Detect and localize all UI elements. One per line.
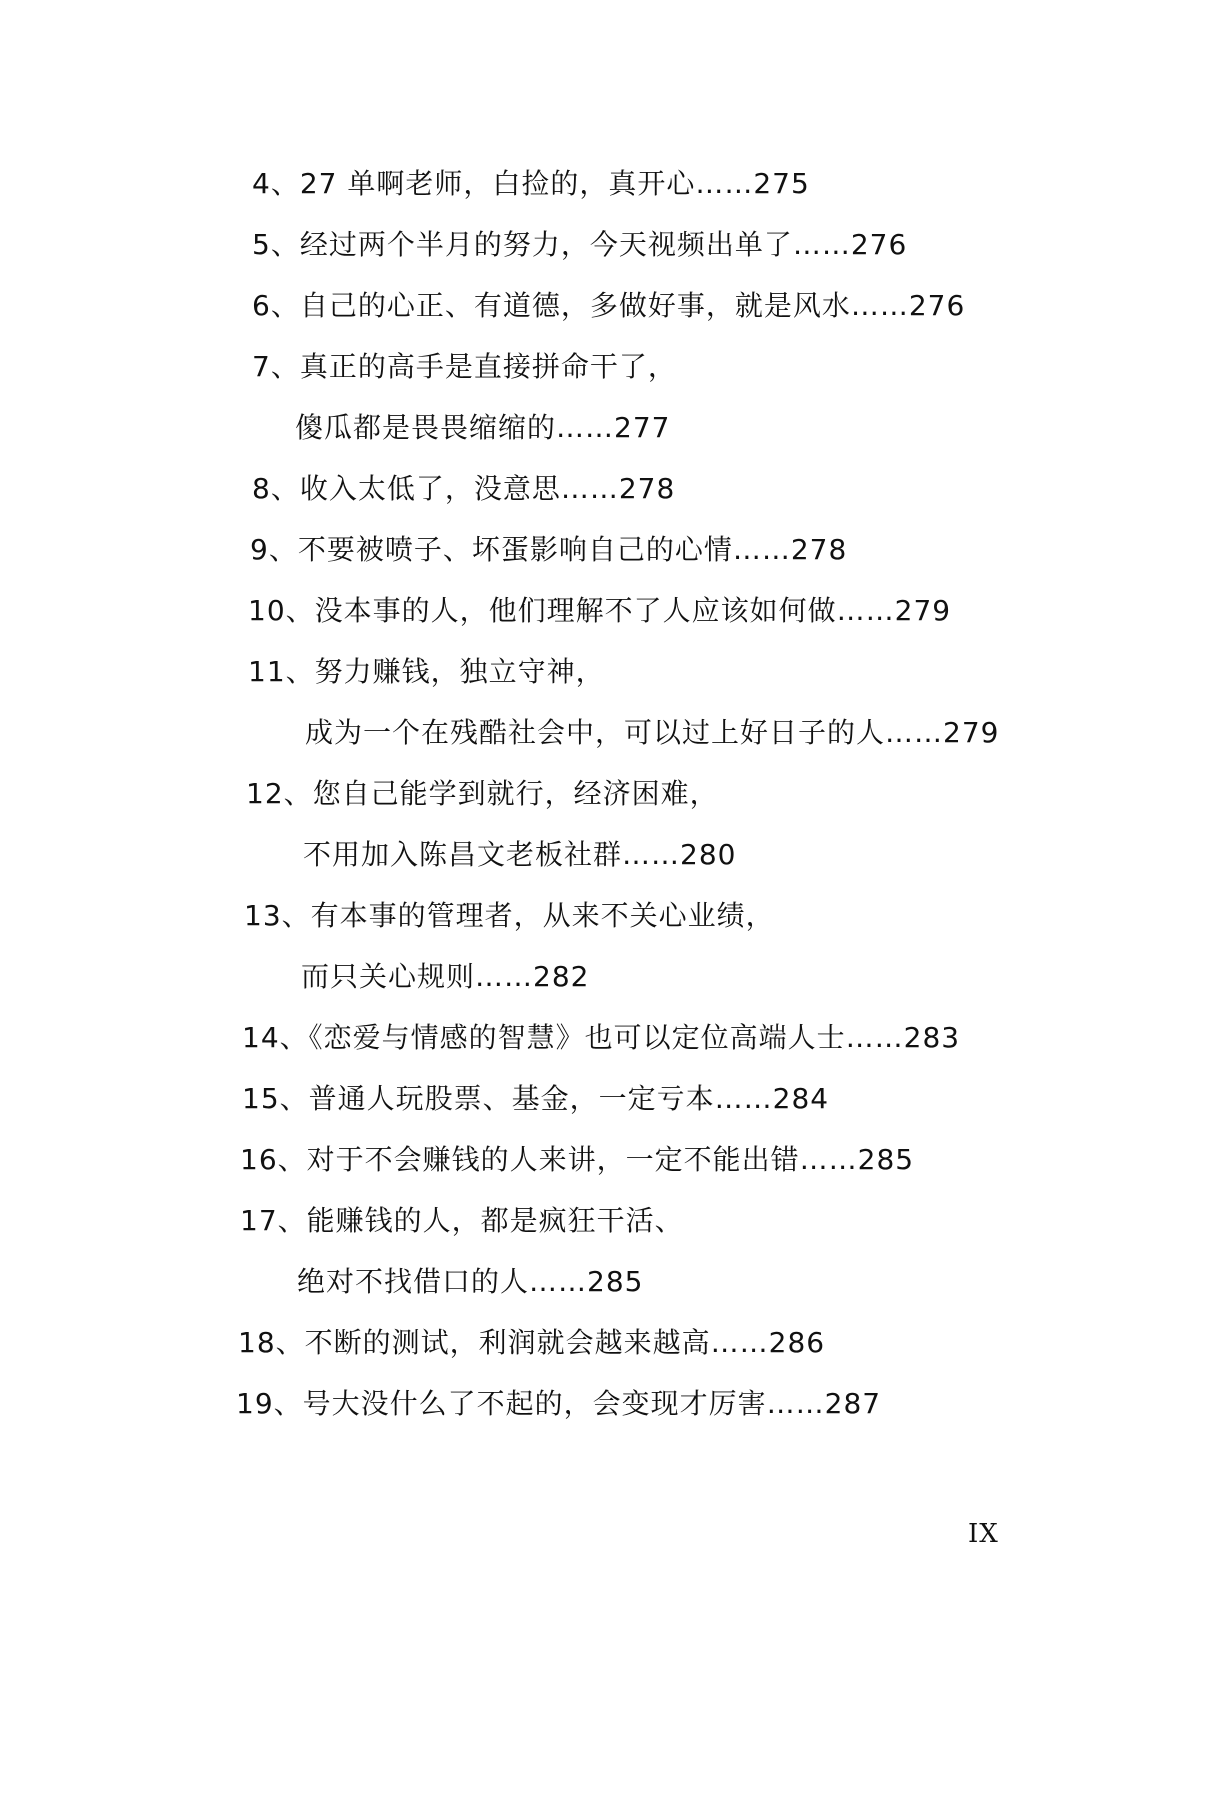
page-number: IX	[968, 1519, 999, 1549]
toc-entry-12-continuation: 不用加入陈昌文老板社群……280	[303, 838, 737, 871]
toc-entry-4: 4、27 单啊老师，白捡的，真开心……275	[252, 167, 810, 200]
toc-entry-7: 7、真正的高手是直接拼命干了，	[252, 350, 677, 383]
toc-entry-11: 11、努力赚钱，独立守神，	[248, 655, 605, 688]
toc-entry-11-continuation: 成为一个在残酷社会中，可以过上好日子的人……279	[305, 716, 1000, 749]
toc-entry-17-continuation: 绝对不找借口的人……285	[297, 1265, 644, 1298]
toc-entry-5: 5、经过两个半月的努力，今天视频出单了……276	[252, 228, 908, 261]
toc-entry-13-continuation: 而只关心规则……282	[301, 960, 590, 993]
toc-entry-6: 6、自己的心正、有道德，多做好事，就是风水……276	[252, 289, 966, 322]
toc-entry-10: 10、没本事的人，他们理解不了人应该如何做……279	[248, 594, 952, 627]
toc-entry-19: 19、号大没什么了不起的，会变现才厉害……287	[236, 1387, 882, 1420]
toc-entry-13: 13、有本事的管理者，从来不关心业绩，	[244, 899, 775, 932]
toc-entry-12: 12、您自己能学到就行，经济困难，	[246, 777, 719, 810]
toc-entry-9: 9、不要被喷子、坏蛋影响自己的心情……278	[250, 533, 848, 566]
toc-entry-7-continuation: 傻瓜都是畏畏缩缩的……277	[295, 411, 671, 444]
toc-entry-17: 17、能赚钱的人，都是疯狂干活、	[240, 1204, 684, 1237]
toc-entry-16: 16、对于不会赚钱的人来讲，一定不能出错……285	[240, 1143, 915, 1176]
toc-entry-14: 14、《恋爱与情感的智慧》也可以定位高端人士……283	[242, 1021, 961, 1054]
toc-entry-18: 18、不断的测试，利润就会越来越高……286	[238, 1326, 826, 1359]
toc-entry-8: 8、收入太低了，没意思……278	[252, 472, 676, 505]
toc-entry-15: 15、普通人玩股票、基金，一定亏本……284	[242, 1082, 830, 1115]
